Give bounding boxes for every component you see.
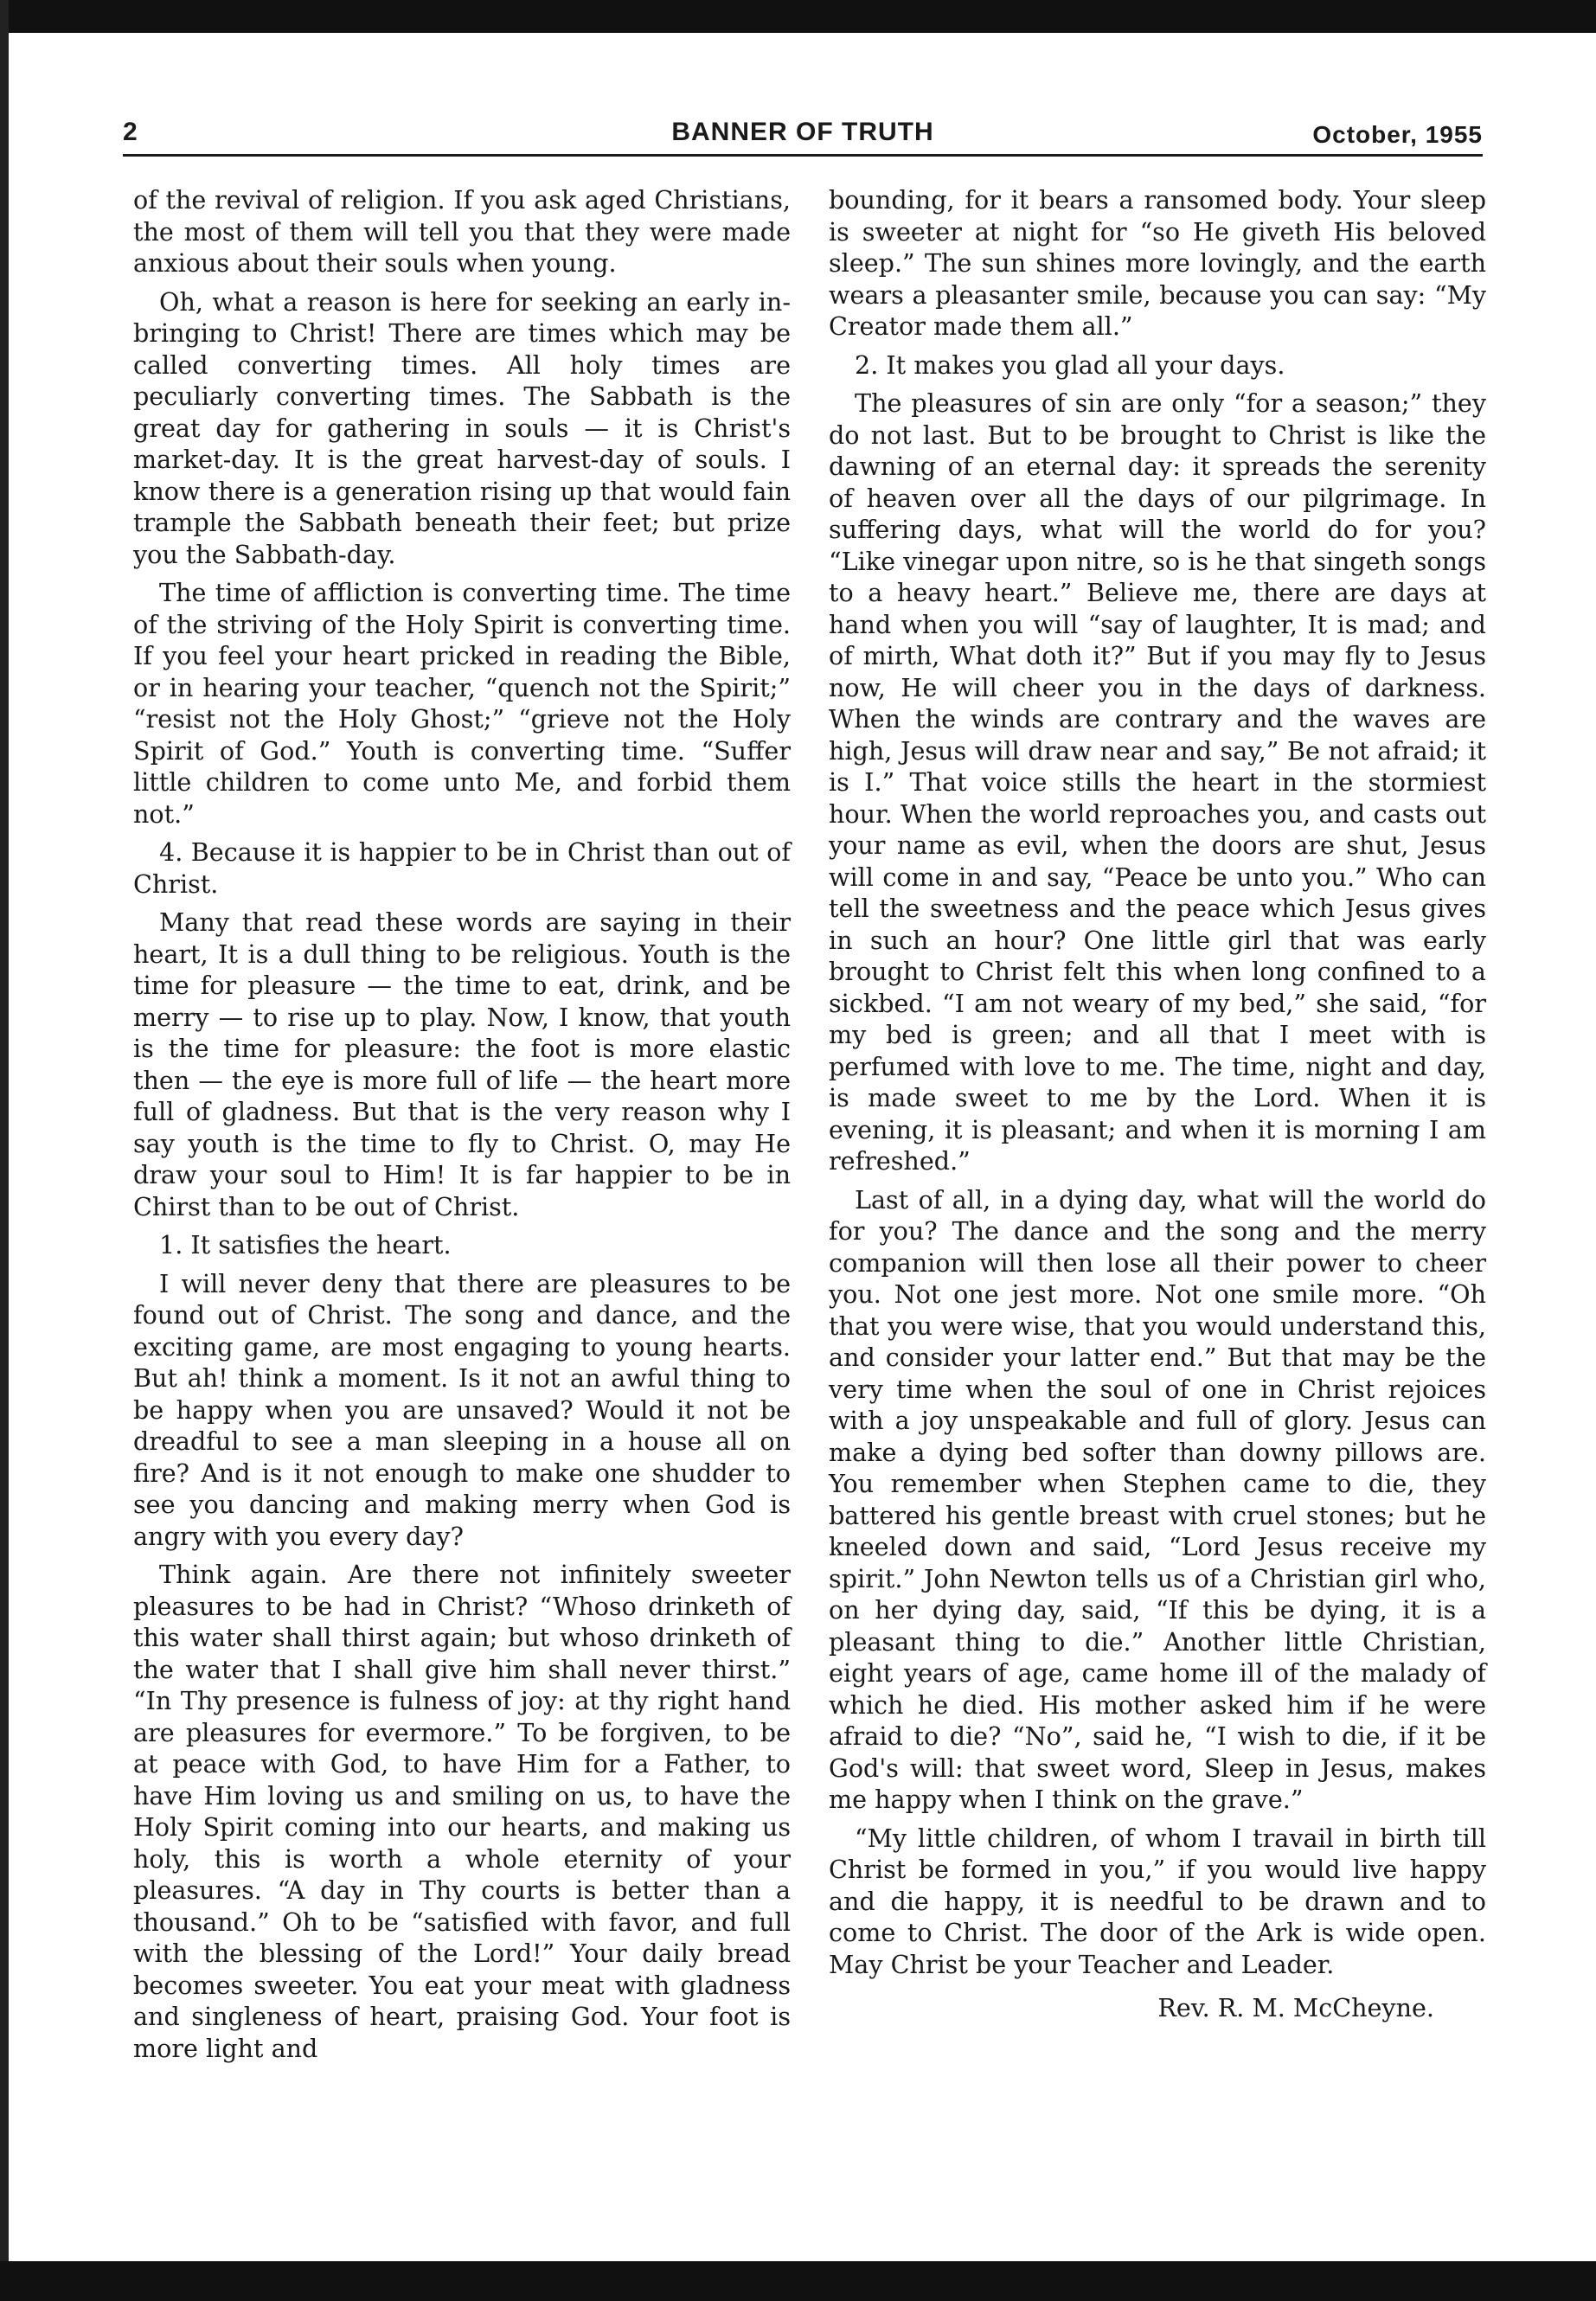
paragraph: bounding, for it bears a ransomed body. Your sleep is sweeter at night for “so He giveth His beloved sleep.” The sun shines more lovingly, and the earth wears a pleasanter smile, because you can say: “My Creator made them all.” [829,185,1486,341]
paragraph: The time of affliction is converting time. The time of the striving of the Holy Spirit is converting time. If you feel your heart pricked in reading the Bible, or in hearing your teacher, “quench not the Spirit;” “resist not the Holy Ghost;” “grieve not the Holy Spirit of God.” Youth is converting time. “Suffer little children to come unto Me, and forbid them not.” [133,578,791,829]
left-column [133,184,791,2071]
paragraph: “My little children, of whom I travail in birth till Christ be formed in you,” if you would live happy and die happy, it is needful to be drawn and to come to Christ. The door of the Ark is wide open. May Christ be your Teacher and Leader. [829,1823,1486,1979]
scan-border-bottom [0,2261,1596,2301]
paragraph: Think again. Are there not infinitely sweeter pleasures to be had in Christ? “Whoso drinketh of this water shall thirst again; but whoso drinketh of the water that I shall give him shall never thirst.” “In Thy presence is fulness of joy: at thy right hand are pleasures for evermore.” To be forgiven, to be at peace with God, to have Him for a Father, to have Him loving us and smiling on us, to have the Holy Spirit coming into our hearts, and making us holy, this is worth a whole eternity of your pleasures. “A day in Thy courts is better than a thousand.” Oh to be “satisfied with favor, and full with the blessing of the Lord!” Your daily bread becomes sweeter. You eat your meat with gladness and singleness of heart, praising God. Your foot is more light and [133,1560,791,2063]
paragraph: Last of all, in a dying day, what will the world do for you? The dance and the song and the merry companion will then lose all their power to cheer you. Not one jest more. Not one smile more. “Oh that you were wise, that you would understand this, and consider your latter end.” But that may be the very time when the soul of one in Christ rejoices with a joy unspeakable and full of glory. Jesus can make a dying bed softer than downy pillows are. You remember when Stephen came to die, they battered his gentle breast with cruel stones; but he kneeled down and said, “Lord Jesus receive my spirit.” John Newton tells us of a Christian girl who, on her dying day, said, “If this be dying, it is a pleasant thing to die.” Another little Christian, eight years of age, came home ill of the malady of which he died. His mother asked him if he were afraid to die? “No”, said he, “I wish to die, if it be God's will: that sweet word, Sleep in Jesus, makes me happy when I think on the grave.” [829,1184,1486,1814]
issue-date: October, 1955 [1312,121,1483,148]
section-heading: 4. Because it is happier to be in Christ than out of Christ. [133,837,791,899]
paragraph: Many that read these words are saying in their heart, It is a dull thing to be religious. Youth is the time for pleasure — the time to eat, drink, and be merry — to rise up to play. Now, I know, that youth is the time for pleasure: the foot is more elastic then — the eye is more full of life — the heart more full of gladness. But that is the very reason why I say youth is the time to fly to Christ. O, may He draw your soul to Him! It is far happier to be in Chirst than to be out of Christ. [133,907,791,1221]
paragraph: I will never deny that there are pleasures to be found out of Christ. The song and dance, and the exciting game, are most engaging to young hearts. But ah! think a moment. Is it not an awful thing to be happy when you are unsaved? Would it not be dreadful to see a man sleeping in a house all on fire? And is it not enough to make one shudder to see you dancing and making merry when God is angry with you every day? [133,1268,791,1551]
section-heading: 1. It satisfies the heart. [159,1230,452,1259]
paragraph: of the revival of religion. If you ask aged Christians, the most of them will tell you that they were made anxious about their souls when young. [133,185,791,278]
paragraph: Oh, what a reason is here for seeking an early in-bringing to Christ! There are times which may be called converting times. All holy times are peculiarly converting times. The Sabbath is the great day for gathering in souls — it is Christ's market-day. It is the great harvest-day of souls. I know there is a generation rising up that would fain trample the Sabbath beneath their feet; but prize you the Sabbath-day. [133,286,791,569]
paragraph: The pleasures of sin are only “for a season;” they do not last. But to be brought to Christ is like the dawning of an eternal day: it spreads the serenity of heaven over all the days of our pilgrimage. In suffering days, what will the world do for you? “Like vinegar upon nitre, so is he that singeth songs to a heavy heart.” Believe me, there are days at hand when you will “say of laughter, It is mad; and of mirth, What doth it?” But if you may fly to Jesus now, He will cheer you in the days of darkness. When the winds are contrary and the waves are high, Jesus will draw near and say,” Be not afraid; it is I.” That voice stills the heart in the stormiest hour. When the world reproaches you, and casts out your name as evil, when the doors are shut, Jesus will come in and say, “Peace be unto you.” Who can tell the sweetness and the peace which Jesus gives in such an hour? One little girl that was early brought to Christ felt this when long confined to a sickbed. “I am not weary of my bed,” she said, “for my bed is green; and all that I meet with is perfumed with love to me. The time, night and day, is made sweet to me by the Lord. When it is evening, it is pleasant; and when it is morning I am refreshed.” [829,388,1486,1176]
scan-border-top [0,0,1596,33]
scan-border-left [0,0,9,2301]
right-column [829,184,1486,2031]
page-number: 2 [123,118,138,146]
journal-title: BANNER OF TRUTH [671,118,934,146]
section-heading: 2. It makes you glad all your days. [855,349,1285,380]
author-signature: Rev. R. M. McCheyne. [1157,1993,1434,2022]
header-rule [123,154,1483,157]
